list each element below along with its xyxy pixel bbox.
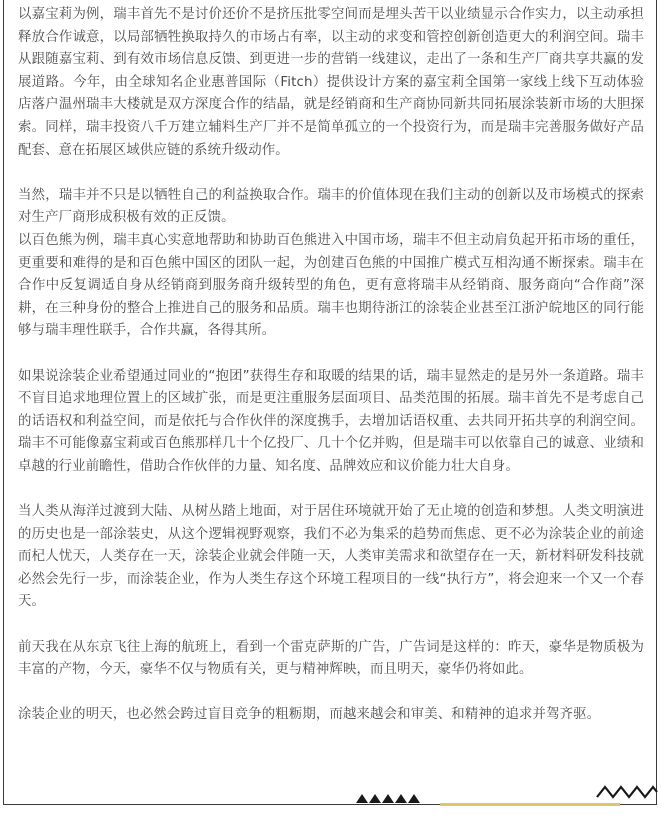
article-paragraph-1: 以嘉宝莉为例，瑞丰首先不是讨价还价不是挤压批零空间而是埋头苦干以业绩显示合作实力，以主动承担释放合作诚意，以局部牺牲换取持久的市场占有率，以主动的求变和管控创新创造更大的利润空间。瑞丰从跟随嘉宝莉、到有效市场信息反馈、到更进一步的营销一线建议，走出了一条和生产厂商共享共赢的发展道路。今年，由全球知名企业惠普国际（Fitch）提供设计方案的嘉宝莉全国第一家线上线下互动体验店落户温州瑞丰大楼就是双方深度合作的结晶，就是经销商和生产商协同新共同拓展涂装新市场的大胆探索。同样，瑞丰投资八千万建立辅料生产厂并不是简单孤立的一个投资行为，而是瑞丰完善服务做好产品配套、意在拓展区域供应链的系统升级动作。 <box>18 7 644 158</box>
triangle-row-decoration <box>356 794 420 806</box>
article-paragraph-4: 如果说涂装企业希望通过同业的“抱团”获得生存和取暖的结果的话，瑞丰显然走的是另外一条道路。瑞丰不盲目追求地理位置上的区域扩张，而是更注重服务层面项目、品类范围的拓展。瑞丰首先不是考虑自己的话语权和利益空间，而是依托与合作伙伴的深度携手，去增加话语权重、去共同开拓共享的利润空间。瑞丰不可能像嘉宝莉或百色熊那样几十个亿投厂、几十个亿并购，但是瑞丰可以依靠自己的诚意、业绩和卓越的行业前瞻性，借助合作伙伴的力量、知名度、品牌效应和议价能力壮大自身。 <box>18 368 644 474</box>
article-paragraph-3: 以百色熊为例，瑞丰真心实意地帮助和协助百色熊进入中国市场，瑞丰不但主动肩负起开拓市场的重任，更重要和难得的是和百色熊中国区的团队一起，为创建百色熊的中国推广模式互相沟通不断探索。瑞丰在合作中反复调适自身从经销商到服务商升级转型的角色，更有意将瑞丰从经销商、服务商向“合作商”深耕，在三种身份的整合上推进自己的服务和品质。瑞丰也期待浙江的涂装企业甚至江浙沪皖地区的同行能够与瑞丰理性联手，合作共赢，各得其所。 <box>18 232 644 339</box>
triangle-icon <box>382 794 394 803</box>
triangle-icon <box>408 794 420 803</box>
article-paragraph-7: 涂装企业的明天，也必然会跨过盲目竞争的粗粝期，而越来越会和审美、和精神的追求并驾齐驱。 <box>18 707 601 723</box>
article-body <box>18 4 644 727</box>
article-paragraph-2: 当然，瑞丰并不只是以牺牲自己的利益换取合作。瑞丰的价值体现在我们主动的创新以及市场模式的探索对生产厂商形成积极有效的正反馈。 <box>18 187 644 226</box>
gold-divider-line <box>440 803 620 806</box>
triangle-icon <box>369 794 381 803</box>
triangle-icon <box>356 794 368 803</box>
article-paragraph-6: 前天我在从东京飞往上海的航班上，看到一个雷克萨斯的广告，广告词是这样的：昨天，豪华是物质极为丰富的产物，今天，豪华不仅与物质有关，更与精神辉映，而且明天，豪华仍将如此。 <box>18 639 644 678</box>
zigzag-decoration-icon <box>596 781 658 805</box>
article-paragraph-5: 当人类从海洋过渡到大陆、从树丛踏上地面，对于居住环境就开始了无止境的创造和梦想。人类文明演进的历史也是一部涂装史，从这个逻辑视野观察，我们不必为集采的趋势而焦虑、更不必为涂装企业的前途而杞人忧天，人类存在一天，涂装企业就会伴随一天，人类审美需求和欲望存在一天，新材料研发科技就必然会先行一步，而涂装企业，作为人类生存这个环境工程项目的一线“执行方”，将会迎来一个又一个春天。 <box>18 504 644 610</box>
triangle-icon <box>395 794 407 803</box>
